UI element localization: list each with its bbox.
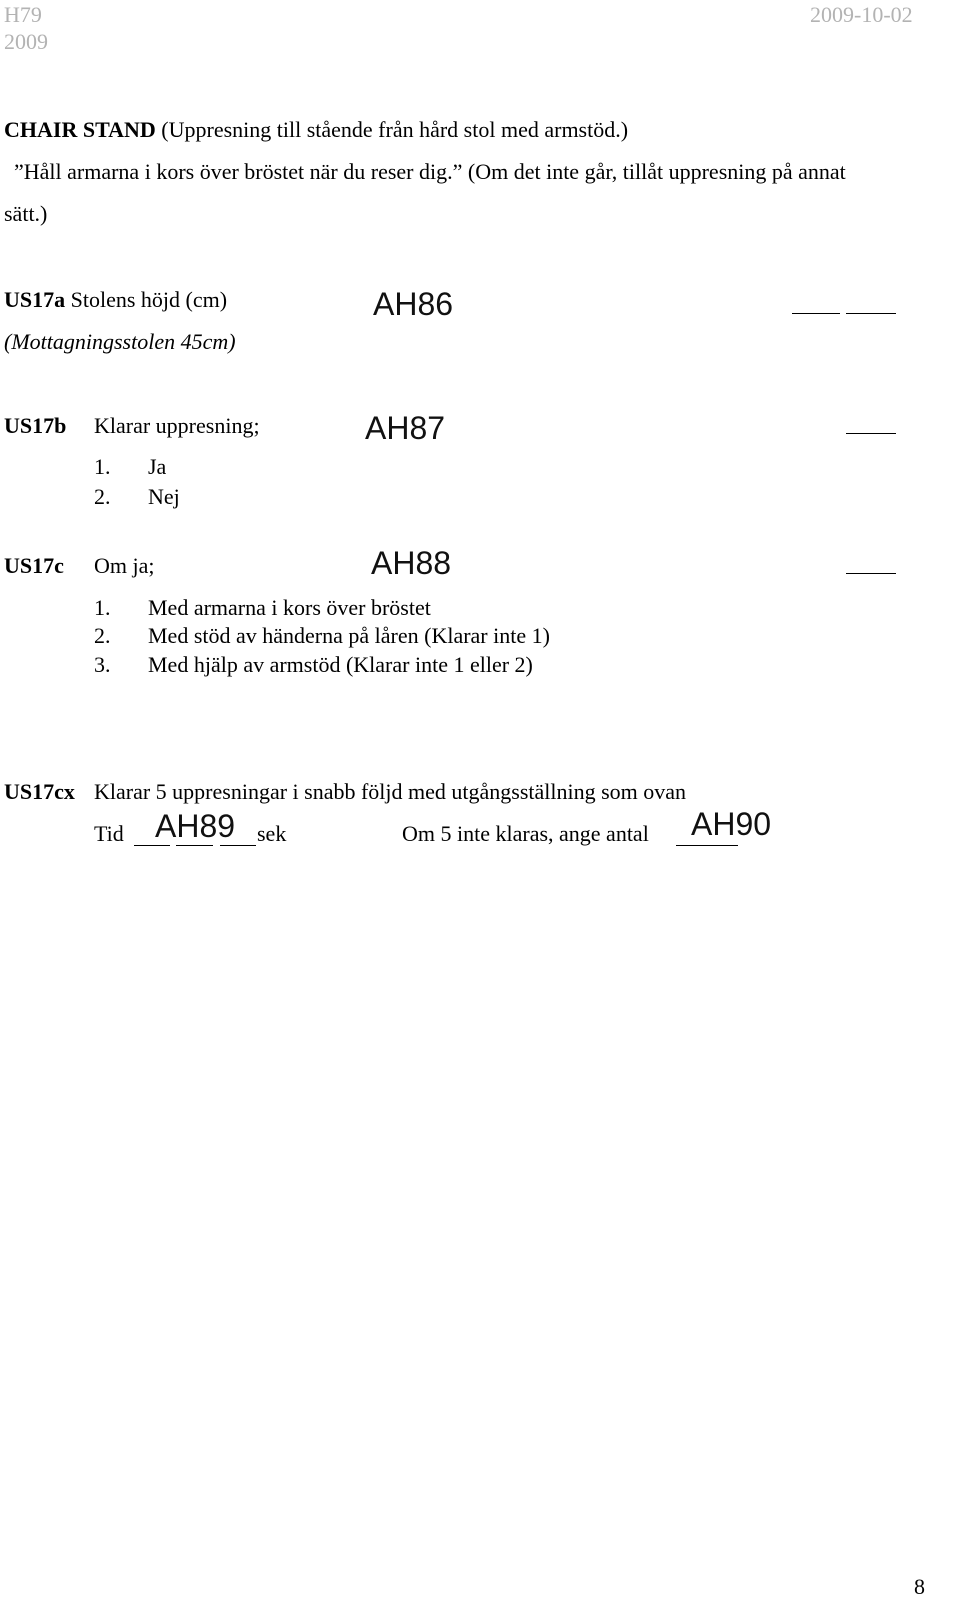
time-blank-3[interactable] [220,845,256,846]
section-title-bold: CHAIR STAND [4,117,156,142]
option-17b-1-text: Ja [148,454,167,479]
answer-17c-blank[interactable] [846,573,896,574]
question-17a-code: AH86 [373,286,454,322]
time-blank-2[interactable] [176,845,213,846]
option-17b-2-text: Nej [148,484,180,509]
instruction-line-1: ”Håll armarna i kors över bröstet när du reser dig.” (Om det inte går, tillåt uppresning på annat [14,159,846,184]
question-17c-id: US17c [4,553,64,578]
option-17c-2-num: 2. [94,623,111,648]
page-number: 8 [914,1574,925,1599]
option-17c-1-num: 1. [94,595,111,620]
count-blank[interactable] [676,845,738,846]
option-17c-3-text: Med hjälp av armstöd (Klarar inte 1 eller 2) [148,652,533,677]
question-17b-label: Klarar uppresning; [94,413,260,438]
instruction-line-2: sätt.) [4,201,48,226]
time-code: AH89 [155,808,236,844]
time-blank-1[interactable] [134,845,170,846]
question-17cx-label: Klarar 5 uppresningar i snabb följd med utgångsställning som ovan [94,779,687,804]
doc-year: 2009 [4,29,48,54]
answer-17a-blank-2[interactable] [846,313,896,314]
option-17c-3-num: 3. [94,652,111,677]
question-17a-label: Stolens höjd (cm) [65,287,228,312]
question-17a-note: (Mottagningsstolen 45cm) [4,329,236,354]
option-17b-1 [94,456,111,478]
option-17b-2 [94,486,111,508]
option-17c-2-text: Med stöd av händerna på låren (Klarar inte 1) [148,623,550,648]
question-17a [4,289,227,311]
doc-code: H79 [4,2,42,27]
option-17b-2-num: 2. [94,484,111,509]
question-17b-id: US17b [4,413,67,438]
section-title-rest: (Uppresning till stående från hård stol med armstöd.) [155,117,629,142]
option-17c-1-text: Med armarna i kors över bröstet [148,595,431,620]
time-unit: sek [257,821,287,846]
question-17b-code: AH87 [365,410,446,446]
count-label: Om 5 inte klaras, ange antal [402,821,649,846]
doc-date: 2009-10-02 [810,2,913,27]
answer-17b-blank[interactable] [846,433,896,434]
question-17c-code: AH88 [371,545,452,581]
option-17b-1-num: 1. [94,454,111,479]
answer-17a-blank-1[interactable] [792,313,840,314]
question-17c-label: Om ja; [94,553,155,578]
count-code: AH90 [691,806,772,842]
question-17a-id: US17a [4,287,66,312]
time-label: Tid [94,821,124,846]
section-title [4,119,628,141]
question-17cx-id: US17cx [4,779,75,804]
